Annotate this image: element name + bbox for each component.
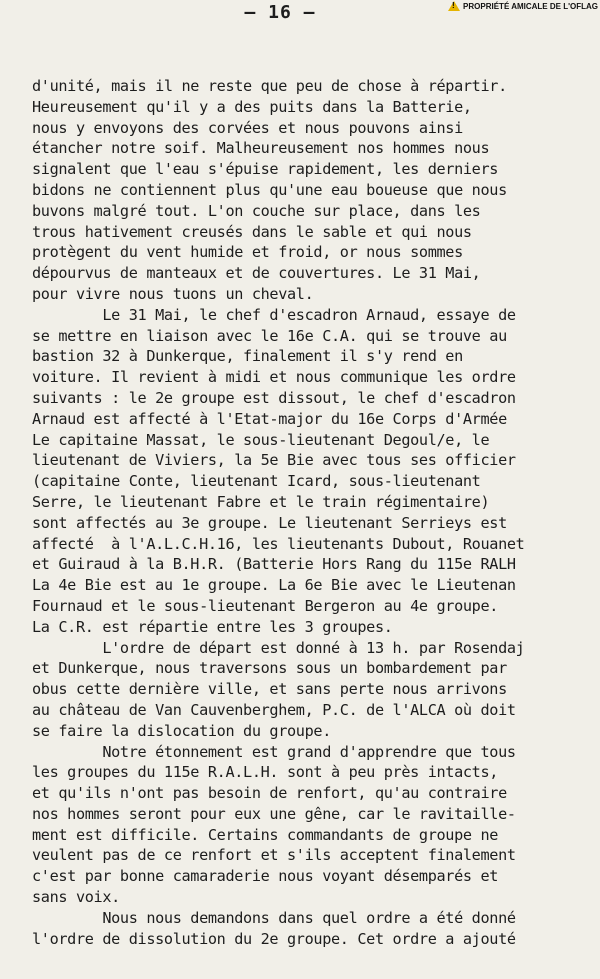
text-line: L'ordre de départ est donné à 13 h. par Rosendaj <box>32 638 525 657</box>
text-line: voiture. Il revient à midi et nous communique les ordre <box>32 368 516 387</box>
text-line: se mettre en liaison avec le 16e C.A. qui se trouve au <box>32 326 507 345</box>
text-line: Le capitaine Massat, le sous-lieutenant Degoul/e, le <box>32 430 490 449</box>
text-line: l'ordre de dissolution du 2e groupe. Cet ordre a ajouté <box>32 929 516 948</box>
text-line: bastion 32 à Dunkerque, finalement il s'y rend en <box>32 347 463 366</box>
text-line: signalent que l'eau s'épuise rapidement, les derniers <box>32 160 499 179</box>
text-line: au château de Van Cauvenberghem, P.C. de l'ALCA où doit <box>32 700 516 719</box>
text-line: trous hativement creusés dans le sable et qui nous <box>32 222 472 241</box>
text-line: La C.R. est répartie entre les 3 groupes. <box>32 617 393 636</box>
text-line: buvons malgré tout. L'on couche sur place, dans les <box>32 201 481 220</box>
warning-icon <box>448 1 460 11</box>
text-line: nous y envoyons des corvées et nous pouvons ainsi <box>32 118 463 137</box>
text-line: nos hommes seront pour eux une gêne, car le ravitaille- <box>32 804 516 823</box>
text-line: affecté à l'A.L.C.H.16, les lieutenants Dubout, Rouanet <box>32 534 525 553</box>
ownership-stamp <box>448 1 598 11</box>
text-line: suivants : le 2e groupe est dissout, le chef d'escadron <box>32 388 516 407</box>
text-line: Heureusement qu'il y a des puits dans la Batterie, <box>32 97 472 116</box>
text-line: dépourvus de manteaux et de couvertures. Le 31 Mai, <box>32 264 481 283</box>
typed-text-body <box>32 76 600 949</box>
text-line: sans voix. <box>32 888 120 907</box>
text-line: Serre, le lieutenant Fabre et le train régimentaire) <box>32 492 490 511</box>
text-line: et Guiraud à la B.H.R. (Batterie Hors Rang du 115e RALH <box>32 555 516 574</box>
text-line: se faire la dislocation du groupe. <box>32 721 331 740</box>
text-line: Le 31 Mai, le chef d'escadron Arnaud, essaye de <box>32 305 516 324</box>
text-line: Notre étonnement est grand d'apprendre que tous <box>32 742 516 761</box>
text-line: Fournaud et le sous-lieutenant Bergeron au 4e groupe. <box>32 596 499 615</box>
text-line: Arnaud est affecté à l'Etat-major du 16e Corps d'Armée <box>32 409 507 428</box>
text-line: lieutenant de Viviers, la 5e Bie avec tous ses officier <box>32 451 516 470</box>
text-line: bidons ne contiennent plus qu'une eau boueuse que nous <box>32 180 507 199</box>
text-line: sont affectés au 3e groupe. Le lieutenant Serrieys est <box>32 513 507 532</box>
text-line: pour vivre nous tuons un cheval. <box>32 284 314 303</box>
text-line: (capitaine Conte, lieutenant Icard, sous-lieutenant <box>32 472 481 491</box>
text-line: Nous nous demandons dans quel ordre a été donné <box>32 908 516 927</box>
text-line: étancher notre soif. Malheureusement nos hommes nous <box>32 139 490 158</box>
text-line: La 4e Bie est au 1e groupe. La 6e Bie avec le Lieutenan <box>32 576 516 595</box>
text-line: protègent du vent humide et froid, or nous sommes <box>32 243 463 262</box>
text-line: et qu'ils n'ont pas besoin de renfort, qu'au contraire <box>32 784 507 803</box>
page-number: — 16 — <box>244 2 316 23</box>
stamp-text: PROPRIÉTÉ AMICALE DE L'OFLAG <box>463 1 598 11</box>
text-line: et Dunkerque, nous traversons sous un bombardement par <box>32 659 507 678</box>
text-line: ment est difficile. Certains commandants de groupe ne <box>32 825 499 844</box>
text-line: les groupes du 115e R.A.L.H. sont à peu près intacts, <box>32 763 499 782</box>
text-line: veulent pas de ce renfort et s'ils acceptent finalement <box>32 846 516 865</box>
text-line: obus cette dernière ville, et sans perte nous arrivons <box>32 680 507 699</box>
text-line: c'est par bonne camaraderie nous voyant désemparés et <box>32 867 499 886</box>
text-line: d'unité, mais il ne reste que peu de chose à répartir. <box>32 77 507 95</box>
